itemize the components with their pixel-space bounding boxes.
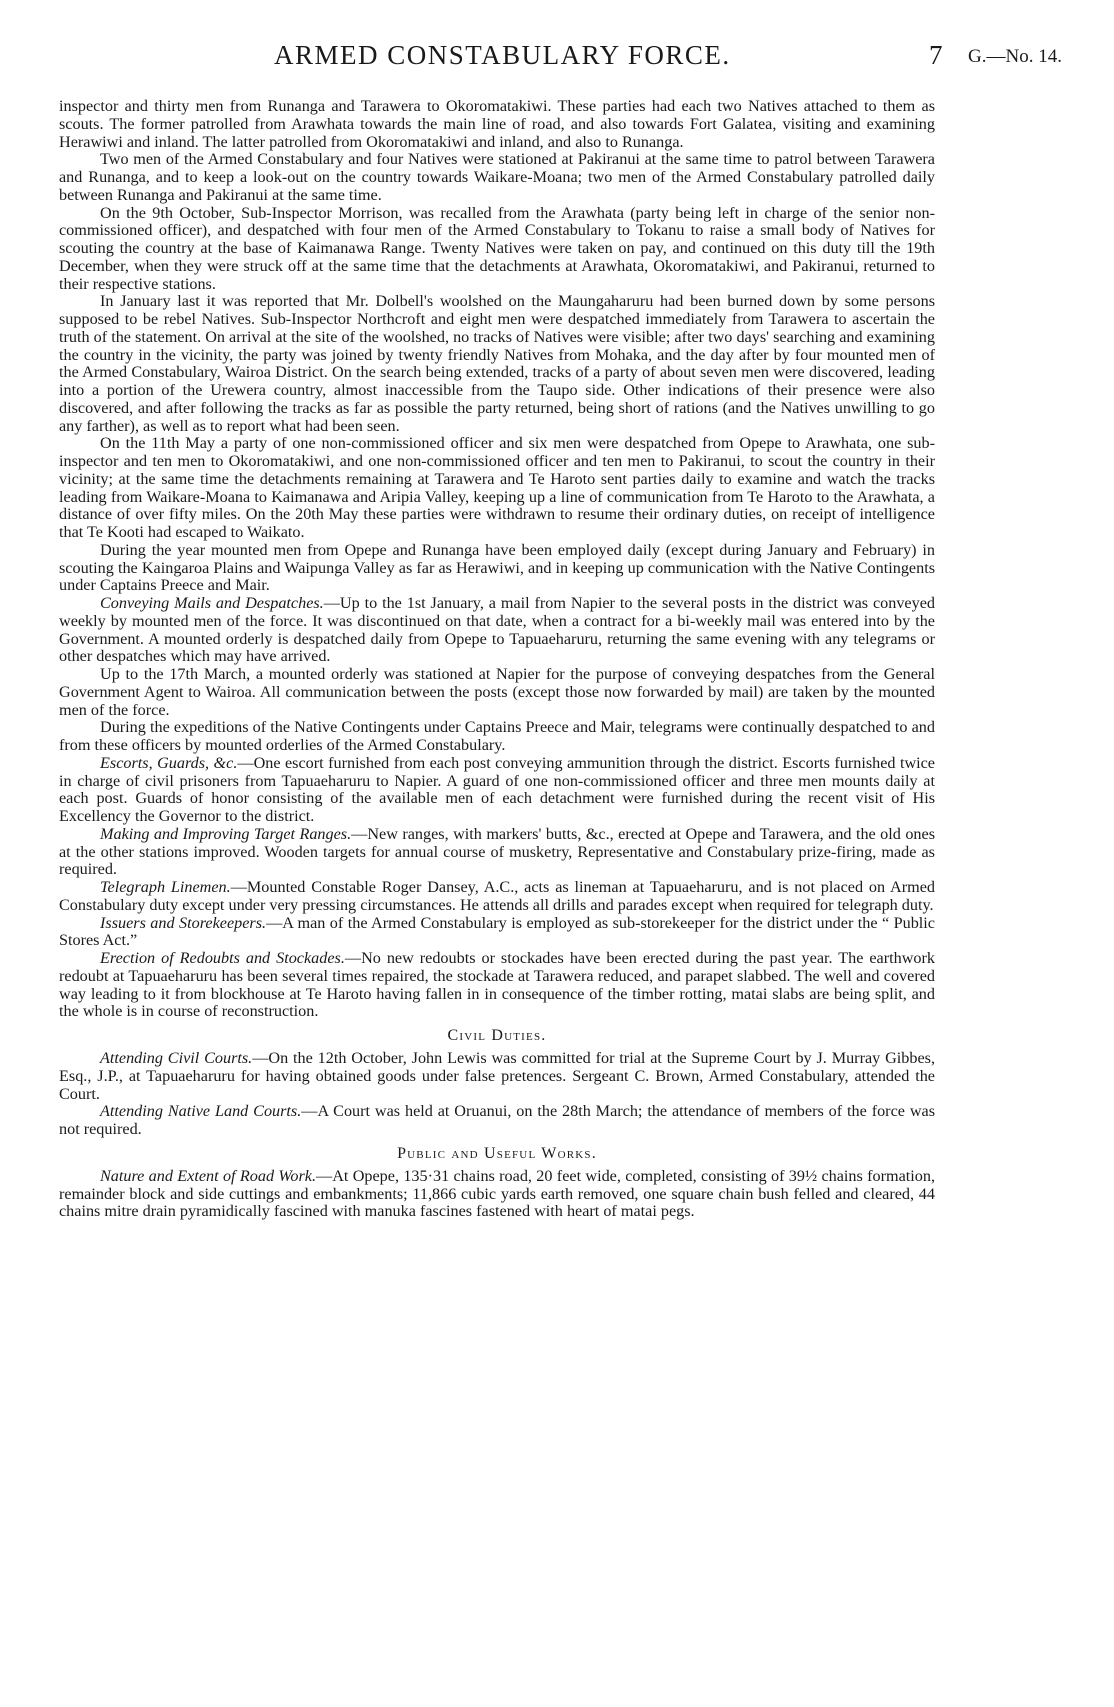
paragraph-heading: Making and Improving Target Ranges. — [100, 824, 352, 843]
paragraph: In January last it was reported that Mr. Dolbell's woolshed on the Maungaharuru had been burned down by some persons supposed to be rebel Natives. Sub-Inspector Northcroft and eight men were despatched immediately from Tarawera to ascertain the truth of the statement. On arrival at the site of the woolshed, no tracks of Natives were visible; after two days' searching and examining the country in the vicinity, the party was joined by twenty friendly Natives from Mohaka, and the day after by four mounted men of the Armed Constabulary, Wairoa District. On the search being extended, tracks of a party of about seven men were discovered, leading into a portion of the Urewera country, almost inaccessible from the Taupo side. Other indications of their presence were also discovered, and after following the tracks as far as possible the party returned, being short of rations (and the Natives unwilling to go any farther), as well as to report what had been seen. — [59, 292, 935, 435]
paragraph: inspector and thirty men from Runanga and Tarawera to Okoromatakiwi. These parties had each two Natives attached to them as scouts. The former patrolled from Arawhata towards the main line of road, and also towards Fort Galatea, visiting and examining Herawiwi and inland. The latter patrolled from Okoromatakiwi and inland, and also to Runanga. — [59, 97, 935, 151]
paragraph: Up to the 17th March, a mounted orderly was stationed at Napier for the purpose of conveying despatches from the General Government Agent to Wairoa. All communication between the posts (except those now forwarded by mail) are taken by the mounted men of the force. — [59, 665, 935, 719]
paragraph-mails-despatches: Conveying Mails and Despatches.—Up to the 1st January, a mail from Napier to the several posts in the district was conveyed weekly by mounted men of the force. It was discontinued on that date, when a contract for a bi-weekly mail was entered into by the Government. A mounted orderly is despatched daily from Opepe to Tapuaeharuru, returning the same evening with any telegrams or other despatches which may have arrived. — [59, 594, 935, 666]
paragraph-heading: Attending Native Land Courts. — [100, 1102, 302, 1121]
paragraph-heading: Erection of Redoubts and Stockades. — [100, 949, 345, 967]
paragraph: Two men of the Armed Constabulary and four Natives were stationed at Pakiranui at the same time to patrol between Tarawera and Runanga, and to keep a look-out on the country towards Waikare-Moana; two men of the Armed Constabulary patrolled daily between Runanga and Pakiranui at the same time. — [59, 150, 935, 204]
paragraph-road-work: Nature and Extent of Road Work.—At Opepe, 135·31 chains road, 20 feet wide, completed, consisting of 39½ chains formation, remainder block and side cuttings and embankments; 11,866 cubic yards earth removed, one square chain bush felled and cleared, 44 chains mitre drain pyramidically fascined with manuka fascines fastened with heart of matai pegs. — [59, 1166, 936, 1221]
paragraph-civil-courts: Attending Civil Courts.—On the 12th October, John Lewis was committed for trial at the Supreme Court by J. Murray Gibbes, Esq., J.P., at Tapuaeharuru for having obtained goods under false pretences. Sergeant C. Brown, Armed Constabulary, attended the Court. — [59, 1049, 935, 1103]
section-heading-civil-duties: Civil Duties. — [447, 1027, 547, 1044]
paragraph-escorts-guards: Escorts, Guards, &c.—One escort furnished from each post conveying ammunition through the district. Escorts furnished twice in charge of civil prisoners from Tapuaeharuru to Napier. A guard of one non-commissioned officer and three men mounts daily at each post. Guards of honor consisting of the available men of each detachment were furnished during the recent visit of His Excellency the Governor to the district. — [59, 753, 935, 825]
paragraph: On the 11th May a party of one non-commissioned officer and six men were despatched from Opepe to Arawhata, one sub-inspector and ten men to Okoromatakiwi, and one non-commissioned officer and ten men to Pakiranui, to scout the country in their vicinity; at the same time the detachments remaining at Tarawera and Te Haroto sent parties daily to examine and watch the tracks leading from Waikare-Moana to Kaimanawa and Aripia Valley, keeping up a line of communication from Te Haroto to the Arawhata, a distance of over fifty miles. On the 20th May these parties were withdrawn to resume their ordinary duties, on receipt of intelligence that Te Kooti had escaped to Waikato. — [59, 434, 935, 541]
paragraph-native-land-courts: Attending Native Land Courts.—A Court was held at Oruanui, on the 28th March; the attendance of members of the force was not required. — [59, 1102, 936, 1138]
paragraph-heading: Attending Civil Courts. — [100, 1049, 253, 1067]
page-number: 7 — [929, 40, 943, 70]
document-reference: G.—No. 14. — [968, 46, 1062, 67]
paragraph-heading: Conveying Mails and Despatches. — [100, 594, 324, 612]
paragraph-heading: Nature and Extent of Road Work. — [100, 1166, 316, 1185]
paragraph-heading: Telegraph Linemen. — [100, 878, 231, 896]
paragraph-heading: Issuers and Storekeepers. — [100, 913, 267, 932]
page-header — [0, 40, 1114, 80]
paragraph: During the expeditions of the Native Contingents under Captains Preece and Mair, telegrams were continually despatched to and from these officers by mounted orderlies of the Armed Constabulary. — [59, 718, 935, 754]
document-body — [59, 98, 935, 1221]
paragraph: On the 9th October, Sub-Inspector Morrison, was recalled from the Arawhata (party being left in charge of the senior non-commissioned officer), and despatched with four men of the Armed Constabulary to Tokanu to raise a small body of Natives for scouting the country at the base of Kaimanawa Range. Twenty Natives were taken on pay, and continued on this duty till the 19th December, when they were struck off at the same time that the detachments at Arawhata, Okoromatakiwi, and Pakiranui, returned to their respective stations. — [59, 203, 935, 293]
paragraph-issuers-storekeepers: Issuers and Storekeepers.—A man of the Armed Constabulary is employed as sub-storekeeper for the district under the “ Public Stores Act.” — [59, 913, 935, 950]
paragraph-heading: Escorts, Guards, &c. — [100, 753, 238, 772]
paragraph-target-ranges: Making and Improving Target Ranges.—New ranges, with markers' butts, &c., erected at Opepe and Tarawera, and the old ones at the other stations improved. Wooden targets for annual course of musketry, Representative and Constabulary prize-firing, made as required. — [59, 824, 935, 879]
running-title: ARMED CONSTABULARY FORCE. — [274, 40, 731, 70]
section-heading-public-works: Public and Useful Works. — [397, 1144, 597, 1162]
paragraph-telegraph-linemen: Telegraph Linemen.—Mounted Constable Roger Dansey, A.C., acts as lineman at Tapuaeharuru, and is not placed on Armed Constabulary duty except under very pressing circumstances. He attends all drills and parades except when required for telegraph duty. — [59, 878, 935, 914]
paragraph: During the year mounted men from Opepe and Runanga have been employed daily (except during January and February) in scouting the Kaingaroa Plains and Waipunga Valley as far as Herawiwi, and in keeping up communication with the Native Contingents under Captains Preece and Mair. — [59, 540, 935, 595]
paragraph-redoubts-stockades: Erection of Redoubts and Stockades.—No new redoubts or stockades have been erected during the past year. The earthwork redoubt at Tapuaeharuru has been several times repaired, the stockade at Tarawera reduced, and parapet slabbed. The well and covered way leading to it from blockhouse at Te Haroto having fallen in in consequence of the timber rotting, matai slabs are being split, and the whole is in course of reconstruction. — [59, 949, 935, 1021]
